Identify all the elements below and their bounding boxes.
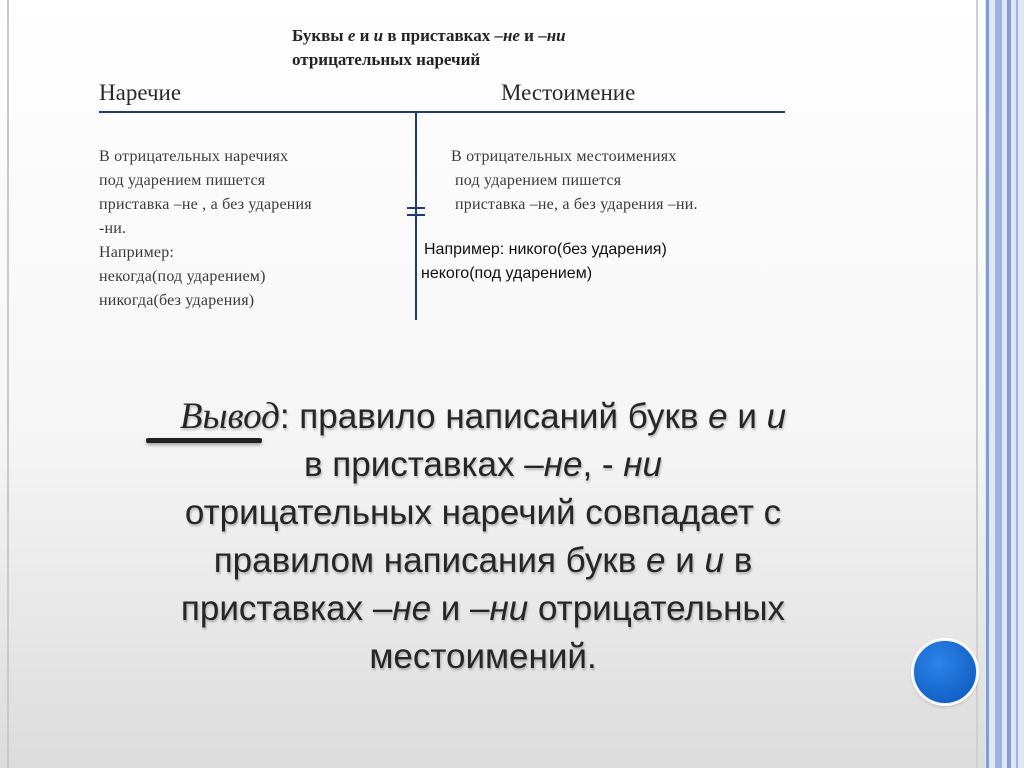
stripe — [1016, 0, 1018, 768]
title-line-2: отрицательных наречий — [292, 50, 481, 69]
title-line-1: Буквы е и и в приставках –не и –ни — [292, 26, 566, 45]
pronoun-rule-line: приставка –не, а без ударения –ни. — [455, 196, 698, 213]
pronoun-rule-line: В отрицательных местоимениях — [451, 148, 677, 165]
stripe — [986, 0, 989, 768]
adverb-example: некогда(под ударением) — [99, 268, 266, 285]
adverb-rule-line: приставка –не , а без ударения — [99, 196, 312, 213]
pronoun-rule-line: под ударением пишется — [455, 172, 622, 189]
column-header-pronoun: Местоимение — [501, 80, 636, 105]
slide-frame-left — [7, 0, 9, 768]
conclusion-text — [110, 393, 856, 681]
conclusion-line-4: правилом написания букв е и и в — [213, 541, 753, 580]
column-header-adverb: Наречие — [99, 80, 182, 105]
conclusion-line-5: приставках –не и –ни отрицательных — [180, 589, 786, 628]
slide-title — [292, 24, 812, 72]
conclusion-label: Вывод — [179, 396, 280, 437]
conclusion-line-2: в приставках –не, - ни — [303, 445, 663, 484]
equals-icon — [407, 205, 425, 217]
pronoun-example: Например: никого(без ударения) — [424, 241, 667, 258]
adverb-rule-line: В отрицательных наречиях — [99, 148, 289, 165]
decorative-stripes — [985, 0, 1024, 768]
pronoun-rule-text — [451, 145, 698, 217]
stripe — [995, 0, 1002, 768]
pronoun-example: некого(под ударением) — [421, 265, 593, 282]
adverb-rule-line: -ни. — [99, 220, 127, 237]
conclusion-line-3: отрицательных наречий совпадает с — [184, 493, 782, 532]
table-horizontal-rule — [99, 111, 785, 113]
conclusion-line-6: местоимений. — [369, 637, 597, 676]
adverb-example-label: Например: — [99, 244, 175, 261]
decorative-circle-icon — [913, 640, 977, 704]
conclusion-label-underline — [146, 438, 262, 443]
adverb-example: никогда(без ударения) — [99, 292, 255, 309]
stripe — [1007, 0, 1011, 768]
adverb-rule-text — [99, 145, 312, 313]
conclusion-line-1: Вывод: правило написаний букв е и и — [110, 393, 856, 441]
slide-frame-right — [976, 0, 978, 768]
adverb-rule-line: под ударением пишется — [99, 172, 266, 189]
